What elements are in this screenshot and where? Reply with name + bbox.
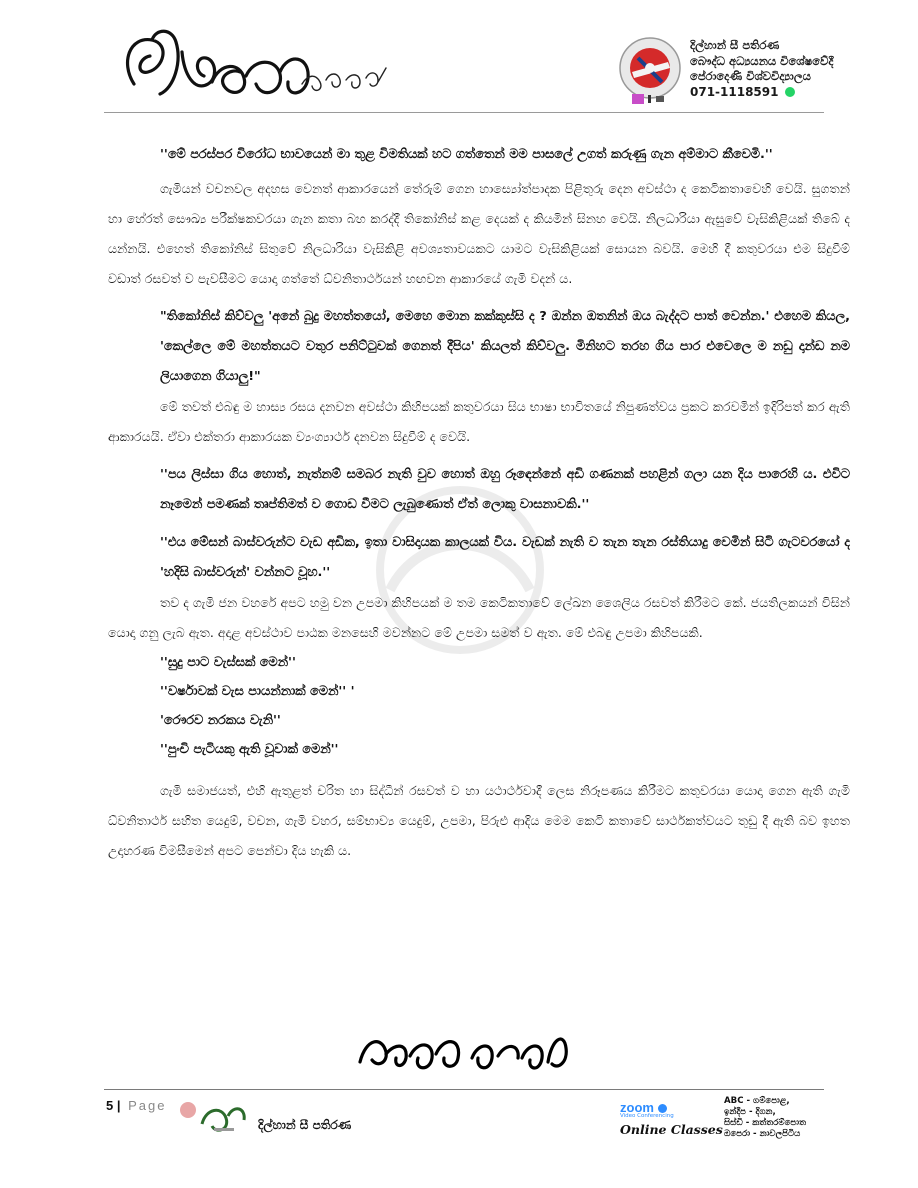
paragraph: තව ද ගැමි ජන වහරේ අපට හමු වන උපමා කිහිපයක් ම තම කෙටිකතාවේ ලේඛන ශෛලිය රසවත් කිරීමට කේ. ජයතිලකයන් විසින් යොදා ගනු ලැබ ඇත. අදාළ අවස්ථාව පාඨක මනසෙහි මවන්නට මේ උපමා සමත් ව ඇත. මේ එබඳු උපමා කිහිපයකි. (108, 595, 850, 640)
page-header (0, 0, 918, 118)
author-contact (618, 36, 878, 106)
page-number: 5 | Page (106, 1098, 167, 1113)
page-number-value: 5 (106, 1098, 114, 1113)
quote-block: ''එය මේසන් බාස්වරුන්ට වැඩ අඩික, ඉතා වාසිදායක කාලයක් විය. වැඩක් නැති ව තැන තැන රස්තියාදු වෙමින් සිටි ගැටවරයෝ ද 'හදිසි බාස්වරුන්' වන්නට වූහ.'' (160, 535, 850, 580)
author-name: දිල්හාන් සී පතිරණ (690, 38, 780, 52)
class-location: ABC - ගම්පොළ, (724, 1096, 790, 1106)
quote-block: ''මේ පරස්පර විරෝධ භාවයෙන් මා තුළ විමතියක් හට ගත්තෙන් මම පාසලේ උගත් කරුණු ගැන අම්මාට කීවෙමි.'' (160, 147, 773, 162)
simile-item: ''පුංචි පැටියකු ඇති වූවාක් මෙන්'' (160, 742, 339, 757)
footer-divider (104, 1089, 824, 1090)
simile-list (108, 648, 850, 764)
author-signature-icon (352, 1018, 582, 1080)
quote-block: ''පය ලිස්සා ගිය හොත්, නැත්නම් සමබර නැති වුව හොත් ඔහු රූඳෙන්නේ අඩි ගණනක් පහළින් ගලා යන දිය පාරෙහි ය. එවිට නෑමෙන් පමණක් තෘප්තිමත් ව ගොඩ වීමට ලැබුණොත් ඒත් ලොකු වාසනාවකි.'' (160, 467, 850, 512)
class-locations (724, 1096, 884, 1140)
author-title: බෞද්ධ අධ්‍යයනය විශේෂවේදී (690, 53, 834, 68)
quote-block: "තිකෝනිස් කිව්වලු 'අනේ බුදු මහත්තයෝ, මෙහෙ මොන කක්කුස්සි ද ? ඔන්න ඔතනින් ඔය බැද්දට පාත් වෙන්න.' එහෙම කියල, 'කෙල්ලෙ මේ මහත්තයට වතුර පනිට්ටුවක් ගෙනත් දීපිය' කියලත් කිව්වලු. මිනිහට තරහ ගිය පාර එවෙලෙ ම නඩු දාන්ඩ නම ලියාගෙන ගියාලු!" (160, 309, 850, 384)
footer-brand-logo-icon (178, 1096, 250, 1136)
author-university: පේරාදෙණි විශ්වවිද්‍යාලය (690, 69, 811, 83)
header-divider (104, 112, 824, 113)
zoom-camera-icon (658, 1104, 667, 1113)
siranala-logo (112, 22, 402, 108)
class-location: සිස්ඩි - කත්තරම්පොත (724, 1118, 807, 1128)
paragraph: ගැමි සමාජයත්, එහි ඇතුළත් චරිත හා සිද්ධීන් රසවත් ව හා යථාර්ථවාදී ලෙස නිරූපණය කිරීමට කතුවරයා යොදා ගෙන ඇති ගැමි ධ්වනිතාර්ථ සහිත යෙදුම්, වචන, ගැමි වහර, සම්භාව්‍ය යෙදුම්, උපමා, පිරුළු ආදිය මෙම කෙටි කතාවේ සාර්ථකත්වයට තුඩු දී ඇති බව ඉහත උදාහරණ විමසීමෙන් අපට පෙන්වා දිය හැකි ය. (108, 783, 850, 858)
simile-item: ''වර්ෂාවක් වැස පායන්නාක් මෙන්'' ' (160, 684, 355, 699)
article-body (108, 140, 850, 866)
whatsapp-icon (785, 87, 795, 97)
zoom-subtitle: Video Conferencing (620, 1113, 674, 1119)
phone-number: 071-1118591 (690, 84, 779, 99)
contact-icons (632, 90, 672, 102)
author-phone (690, 85, 890, 101)
simile-item: 'රෞරව නරකය වැනි'' (160, 713, 281, 728)
class-location: ඉන්දීප - දිගන, (724, 1107, 776, 1117)
zoom-badge (620, 1100, 723, 1137)
zoom-brand: zoom (620, 1100, 700, 1115)
logo-calligraphy-icon (112, 22, 402, 108)
class-location: ඔපෙරා - නාවලපිටිය (724, 1129, 801, 1139)
footer-author-name: දිල්හාන් සී පතිරණ (258, 1118, 352, 1132)
online-classes: Online Classes (620, 1122, 723, 1137)
page-word: Page (128, 1098, 167, 1113)
simile-item: ''සුදු පාට වැස්සක් මෙන්'' (160, 655, 296, 670)
paragraph: මේ තවත් එබඳු ම හාස්‍ය රසය දනවන අවස්ථා කිහිපයක් කතුවරයා සිය භාෂා භාවිතයේ නිපුණත්වය ප්‍රකට කරවමින් ඉදිරිපත් කර ඇති ආකාරයයි. ඒවා එක්තරා ආකාරයක ව්‍යංග්‍යාර්ථ දනවන සිදුවීම් ද වෙයි. (108, 399, 850, 444)
paragraph: ගැමියන් වචනවල අදහස වෙනත් ආකාරයෙන් තේරුම් ගෙන හාස්‍යෝත්පාදක පිළිතුරු දෙන අවස්ථා ද කෙටිකතාවෙහි වෙයි. සුගතන් හා හේරත් සෞඛ්‍ය පරීක්ෂකවරයා ගැන කතා බහ කරද්දී තිකෝනිස් කළ දෙයක් ද කියමින් සිනහ වෙයි. නිලධාරියා ඇසුවේ වැසිකිළියක් තිබේ ද යන්නයි. එහෙත් තිකෝනිස් සිතුවේ නිලධාරියා වැසිකිළි අවශ්‍යතාවයකට යාමට වැසිකිළියක් සොයන බවයි. මෙහි දී කතුවරයා එම සිදුවීම් වඩාත් රසවත් ව පැවසීමට යොදා ගත්තේ ධ්වනිතාර්ථයන් හඟවන ආකාරයේ ගැමි වදන් ය. (108, 181, 850, 286)
